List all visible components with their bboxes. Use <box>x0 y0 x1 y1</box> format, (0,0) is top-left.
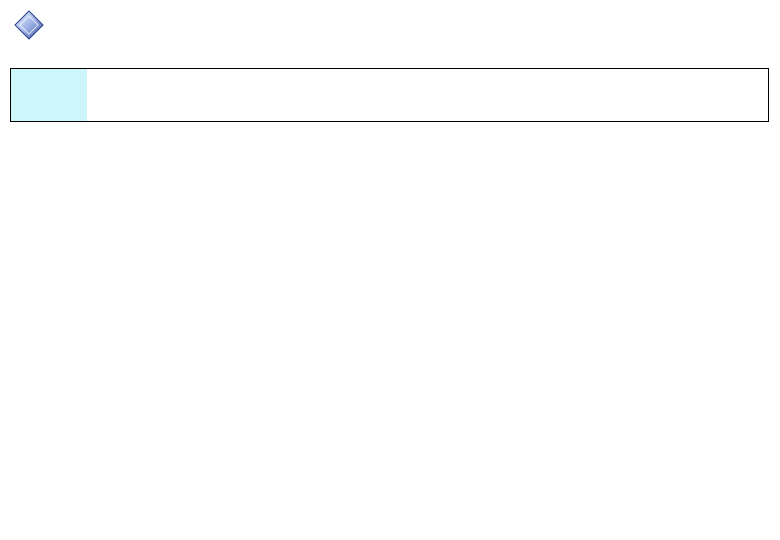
header-row-bottom <box>11 94 769 122</box>
header-corner <box>11 69 87 95</box>
diamond-icon <box>14 10 44 40</box>
data-table <box>10 68 769 122</box>
title-banner <box>14 8 52 42</box>
header-row-top <box>11 69 769 95</box>
header-corner-bottom <box>11 94 87 122</box>
